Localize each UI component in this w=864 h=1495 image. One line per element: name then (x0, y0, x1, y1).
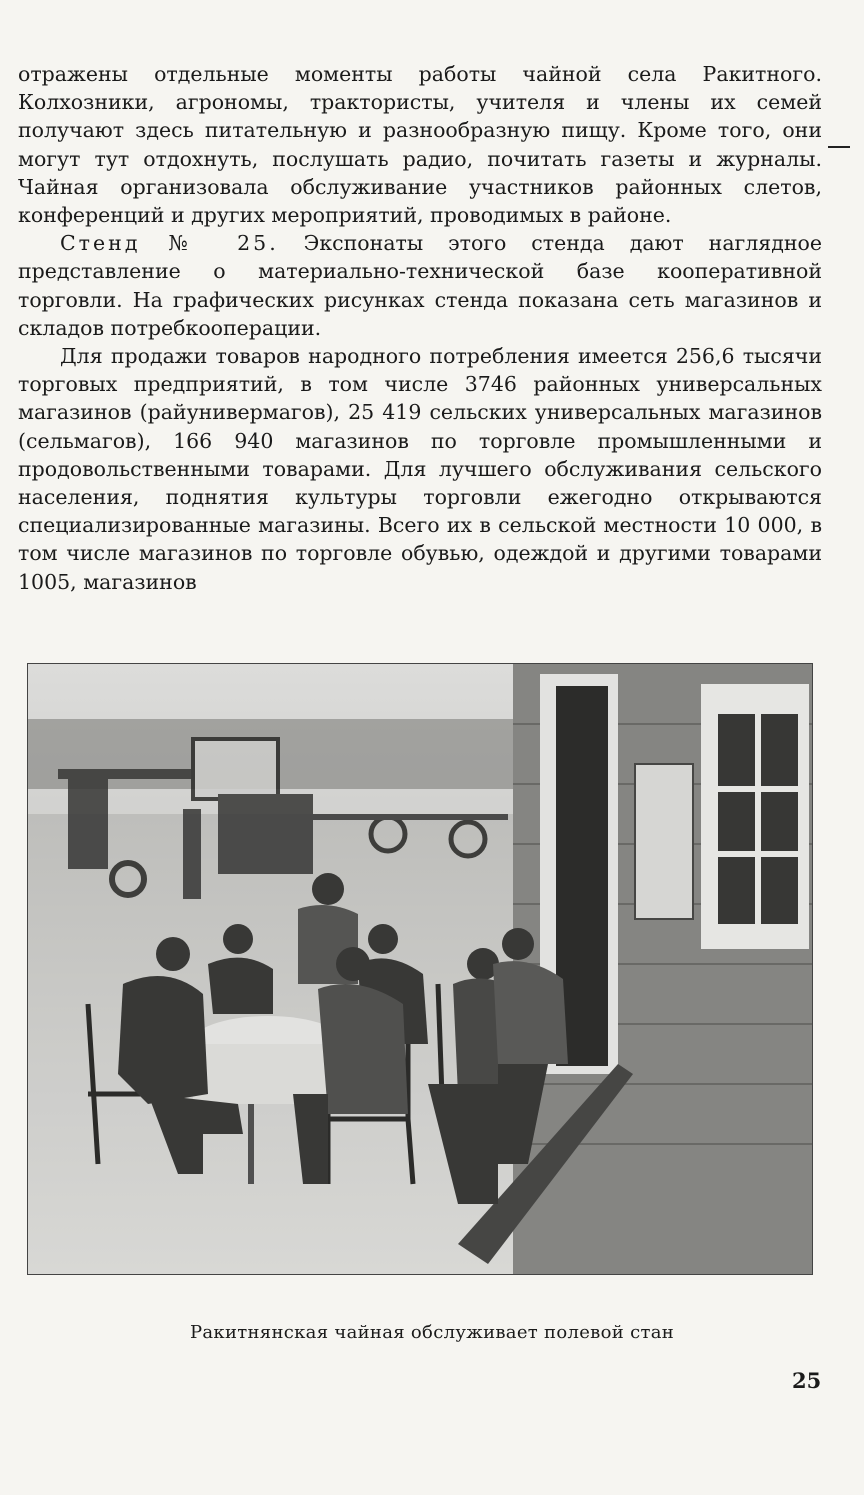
paragraph-1: отражены отдельные моменты работы чайной села Ракитного. Колхозники, агрономы, трактористы, учителя и члены их семей получают здесь питательную и разнообразную пищу. Кроме того, они могут тут отдохнуть, послушать радио, почитать газеты и журналы. Чайная организовала обслуживание участников районных слетов, конференций и других мероприятий, проводимых в районе. (18, 62, 822, 228)
stand-heading: Стенд № 25. (60, 231, 279, 256)
paragraph-2-text: Экспонаты этого стенда дают наглядное представление о материально-технической базе кооперативной торговли. На графических рисунках стенда показана сеть магазинов и складов потребкооперации. (18, 231, 822, 340)
paragraph-3: Для продажи товаров народного потребления имеется 256,6 тысячи торговых предприятий, в том числе 3746 районных универсальных магазинов (райунивермагов), 25 419 сельских универсальных магазинов (сельмагов), 166 940 магазинов по торговле промышленными и продовольственными товарами. Для лучшего обслуживания сельского населения, поднятия культуры торговли ежегодно открываются специализированные магазины. Всего их в сельской местности 10 000, в том числе магазинов по торговле обувью, одеждой и другими товарами 1005, магазинов (18, 344, 822, 594)
photo-illustration (28, 664, 812, 1274)
photograph-field-camp (27, 663, 813, 1275)
figure-caption: Ракитнянская чайная обслуживает полевой стан (189, 1322, 675, 1343)
body-text (18, 60, 822, 596)
paragraph-2 (18, 229, 822, 342)
page-number: 25 (792, 1368, 822, 1393)
margin-mark (828, 146, 850, 148)
